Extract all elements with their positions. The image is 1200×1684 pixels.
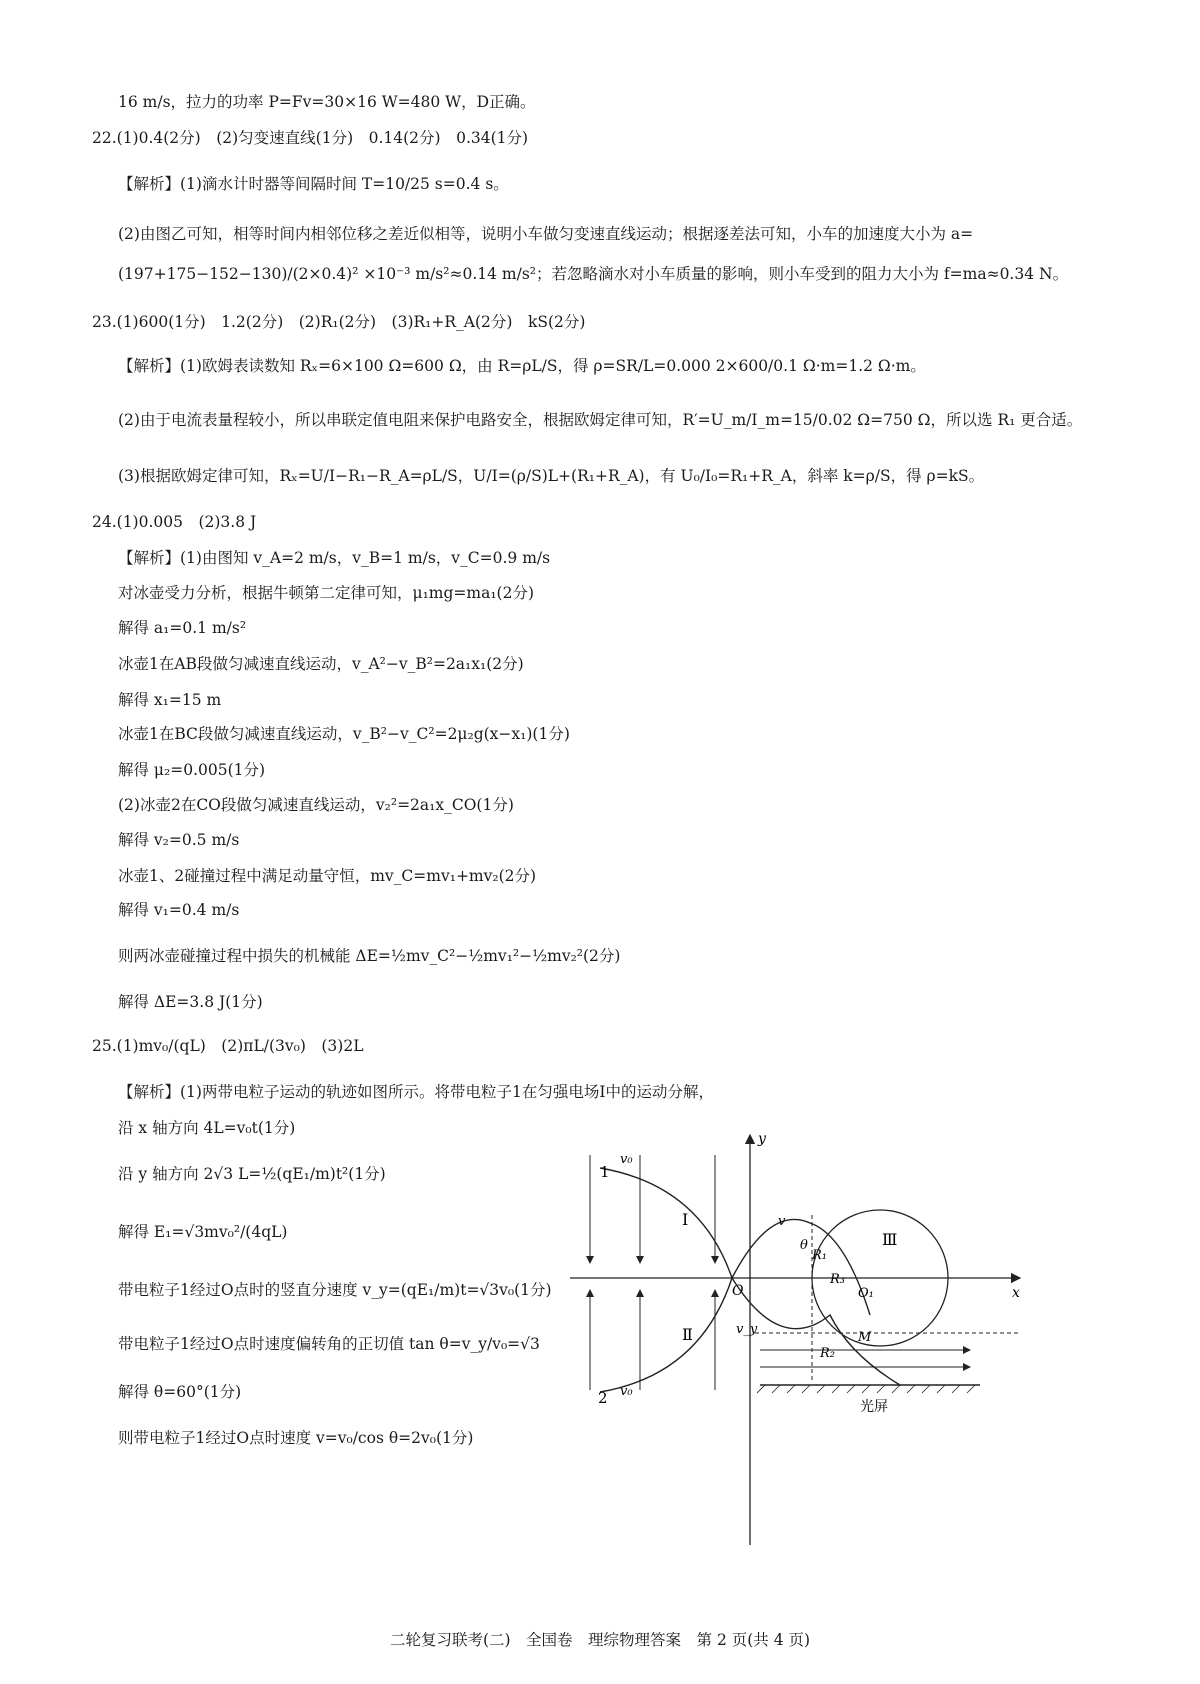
- text-line: 解得 μ₂=0.005(1分): [118, 761, 266, 779]
- text-line: 解得 a₁=0.1 m/s²: [118, 619, 247, 637]
- text-line: 解得 θ=60°(1分): [118, 1383, 242, 1401]
- r3-label: R₃: [830, 1272, 845, 1287]
- particle-1-label: 1: [600, 1163, 610, 1181]
- text-line: (2)冰壶2在CO段做匀减速直线运动，v₂²=2a₁x_CO(1分): [118, 796, 514, 814]
- trajectory-diagram: [598, 1131, 1110, 1565]
- question-25-answer: 25.(1)mv₀/(qL) (2)πL/(3v₀) (3)2L: [92, 1037, 364, 1055]
- region-2-label: Ⅱ: [682, 1325, 693, 1344]
- v0-bottom-label: v₀: [620, 1384, 633, 1399]
- text-line: 解得 E₁=√3mv₀²/(4qL): [118, 1223, 288, 1241]
- text-line: 冰壶1、2碰撞过程中满足动量守恒，mv_C=mv₁+mv₂(2分): [118, 867, 537, 885]
- text-line: 带电粒子1经过O点时的竖直分速度 v_y=(qE₁/m)t=√3v₀(1分): [118, 1281, 552, 1299]
- text-line: 则带电粒子1经过O点时速度 v=v₀/cos θ=2v₀(1分): [118, 1429, 474, 1447]
- text-line: 【解析】(1)两带电粒子运动的轨迹如图所示。将带电粒子1在匀强电场Ⅰ中的运动分解，: [118, 1083, 714, 1101]
- text-line: 解得 v₁=0.4 m/s: [118, 901, 240, 919]
- text-line: 对冰壶受力分析，根据牛顿第二定律可知，μ₁mg=ma₁(2分): [118, 584, 535, 602]
- text-line: (2)由于电流表量程较小，所以串联定值电阻来保护电路安全，根据欧姆定律可知，R′=U_m/I_m=15/0.02 Ω=750 Ω，所以选 R₁ 更合适。: [118, 411, 1083, 429]
- text-line: 解得 ΔE=3.8 J(1分): [118, 993, 263, 1011]
- page-footer: 二轮复习联考(二) 全国卷 理综物理答案 第 2 页(共 4 页): [389, 1631, 811, 1649]
- text-line: 沿 x 轴方向 4L=v₀t(1分): [118, 1119, 296, 1137]
- text-line: (2)由图乙可知，相等时间内相邻位移之差近似相等，说明小车做匀变速直线运动；根据逐差法可知，小车的加速度大小为 a=: [118, 225, 974, 243]
- velocity-label: v: [778, 1214, 786, 1229]
- particle-2-label: 2: [598, 1389, 608, 1407]
- text-line: 则两冰壶碰撞过程中损失的机械能 ΔE=½mv_C²−½mv₁²−½mv₂²(2分): [118, 947, 621, 965]
- r1-label: R₁: [812, 1248, 827, 1263]
- theta-label: θ: [800, 1238, 808, 1253]
- question-23-answer: 23.(1)600(1分) 1.2(2分) (2)R₁(2分) (3)R₁+R_A(2分) kS(2分): [92, 313, 586, 331]
- text-line: 【解析】(1)滴水计时器等间隔时间 T=10/25 s=0.4 s。: [118, 175, 509, 193]
- text-line: 解得 v₂=0.5 m/s: [118, 831, 240, 849]
- text-line: 【解析】(1)欧姆表读数知 Rₓ=6×100 Ω=600 Ω，由 R=ρL/S，得 ρ=SR/L=0.000 2×600/0.1 Ω·m=1.2 Ω·m。: [118, 357, 926, 375]
- text-line: 16 m/s，拉力的功率 P=Fv=30×16 W=480 W，D正确。: [118, 93, 536, 111]
- text-line: 沿 y 轴方向 2√3 L=½(qE₁/m)t²(1分): [118, 1165, 386, 1183]
- center-o1-label: O₁: [858, 1286, 874, 1301]
- text-line: (197+175−152−130)/(2×0.4)² ×10⁻³ m/s²≈0.14 m/s²；若忽略滴水对小车质量的影响，则小车受到的阻力大小为 f=ma≈0.34 N。: [118, 265, 1069, 283]
- text-line: 冰壶1在AB段做匀减速直线运动，v_A²−v_B²=2a₁x₁(2分): [118, 655, 524, 673]
- screen-label: 光屏: [860, 1399, 888, 1415]
- origin-label: O: [732, 1283, 744, 1299]
- question-24-answer: 24.(1)0.005 (2)3.8 J: [92, 513, 257, 531]
- region-3-label: Ⅲ: [882, 1230, 898, 1249]
- text-line: 【解析】(1)由图知 v_A=2 m/s，v_B=1 m/s，v_C=0.9 m/s: [118, 549, 551, 567]
- text-line: 冰壶1在BC段做匀减速直线运动，v_B²−v_C²=2μ₂g(x−x₁)(1分): [118, 725, 570, 743]
- text-line: 解得 x₁=15 m: [118, 691, 222, 709]
- vy-label: v_y: [736, 1322, 758, 1337]
- text-line: 带电粒子1经过O点时速度偏转角的正切值 tan θ=v_y/v₀=√3: [118, 1335, 540, 1353]
- point-m-label: M: [858, 1330, 872, 1345]
- y-axis-label: y: [758, 1131, 766, 1147]
- x-axis-label: x: [1012, 1285, 1020, 1301]
- text-line: (3)根据欧姆定律可知，Rₓ=U/I−R₁−R_A=ρL/S，U/I=(ρ/S)L+(R₁+R_A)，有 U₀/I₀=R₁+R_A，斜率 k=ρ/S，得 ρ=kS。: [118, 467, 985, 485]
- question-22-answer: 22.(1)0.4(2分) (2)匀变速直线(1分) 0.14(2分) 0.34(1分): [92, 129, 529, 147]
- r2-label: R₂: [820, 1346, 835, 1361]
- v0-top-label: v₀: [620, 1152, 633, 1167]
- region-1-label: Ⅰ: [682, 1210, 689, 1229]
